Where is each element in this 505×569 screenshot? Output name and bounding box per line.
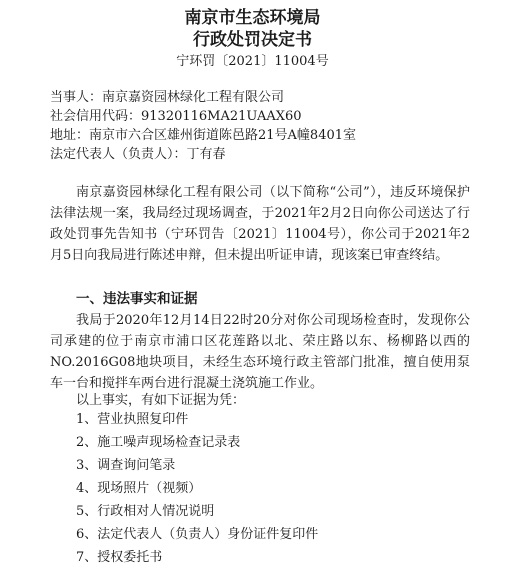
credit-code: 社会信用代码：91320116MA21UAAX60 bbox=[50, 109, 302, 124]
evidence-item: 4、现场照片（视频） bbox=[76, 481, 202, 496]
evidence-item: 5、行政相对人情况说明 bbox=[76, 504, 215, 519]
evidence-item: 1、营业执照复印件 bbox=[76, 412, 189, 427]
agency-title: 南京市生态环境局 bbox=[184, 8, 321, 28]
evidence-item: 2、施工噪声现场检查记录表 bbox=[76, 435, 241, 450]
intro-paragraph-block bbox=[50, 182, 470, 266]
evidence-item: 7、授权委托书 bbox=[76, 550, 163, 565]
document-type-title: 行政处罚决定书 bbox=[193, 30, 312, 50]
intro-paragraph: 南京嘉资园林绿化工程有限公司（以下简称“公司”），违反环境保护法律法规一案，我局经过现场调查，于2021年2月2日向你公司送达了行政处罚事先告知书（宁环罚告〔2021〕11004号），你公司于2021年2月5日向我局进行陈述申辩，但未提出听证申请，现该案已审查终结。 bbox=[50, 185, 470, 263]
evidence-list bbox=[76, 408, 318, 569]
evidence-item: 3、调查询问笔录 bbox=[76, 458, 176, 473]
document-number: 宁环罚〔2021〕11004号 bbox=[176, 54, 329, 69]
legal-representative: 法定代表人（负责人）：丁有春 bbox=[50, 147, 226, 162]
evidence-item: 6、法定代表人（负责人）身份证件复印件 bbox=[76, 527, 319, 542]
section-heading: 一、违法事实和证据 bbox=[76, 291, 198, 307]
facts-paragraph-block bbox=[50, 310, 470, 394]
facts-paragraph: 我局于2020年12月14日22时20分对你公司现场检查时，发现你公司承建的位于南京市浦口区花莲路以北、荣庄路以东、杨柳路以西的NO.2016G08地块项目，未经生态环境行政主管部门批准，擅自使用泵车一台和搅拌车两台进行混凝土浇筑施工作业。 bbox=[50, 313, 470, 391]
party-name: 当事人：南京嘉资园林绿化工程有限公司 bbox=[50, 90, 285, 105]
party-address: 地址：南京市六合区雄州街道陈邑路21号A幢8401室 bbox=[50, 128, 357, 143]
evidence-intro: 以上事实，有如下证据为凭： bbox=[76, 393, 246, 408]
